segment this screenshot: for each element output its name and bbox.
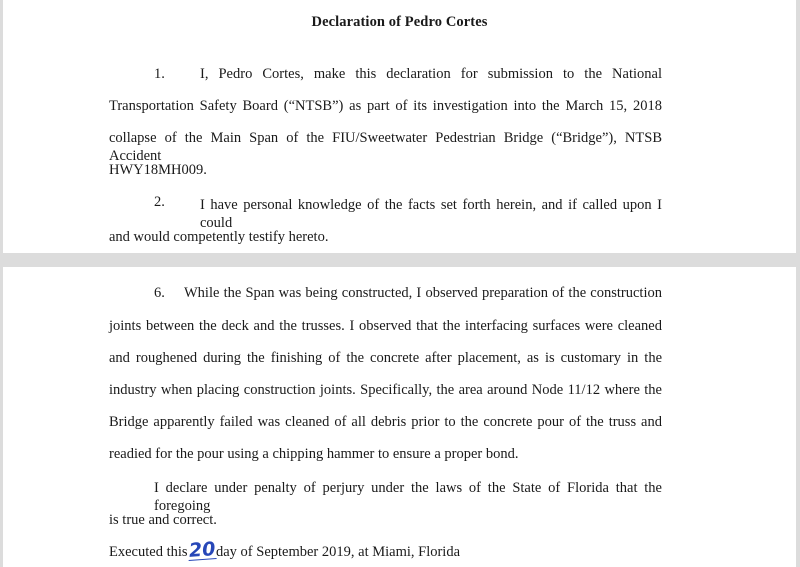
paragraph-1-line-3: collapse of the Main Span of the FIU/Sweetwater Pedestrian Bridge (“Bridge”), NTSB Accident [109, 130, 662, 164]
declaration-line-2: is true and correct. [109, 512, 217, 528]
document-title: Declaration of Pedro Cortes [311, 14, 488, 30]
paragraph-1-line-4: HWY18MH009. [109, 162, 207, 178]
paragraph-6-line-3: and roughened during the finishing of the concrete after placement, as is customary in the [109, 350, 662, 366]
paragraph-1-line-1: I, Pedro Cortes, make this declaration for submission to the National [200, 66, 662, 82]
paragraph-2-number: 2. [154, 194, 165, 210]
paragraph-6-line-1: While the Span was being constructed, I observed preparation of the construction [184, 285, 662, 301]
paragraph-6-number: 6. [154, 285, 165, 301]
paragraph-6-line-4: industry when placing construction joints. Specifically, the area around Node 11/12 where the [109, 382, 662, 398]
handwritten-day: 20 [187, 538, 216, 562]
execution-line [109, 538, 461, 562]
execution-suffix: day of September 2019, at Miami, Florida [215, 544, 461, 560]
paragraph-1-number: 1. [154, 66, 165, 82]
page-top [3, 0, 796, 253]
paragraph-2-line-1: I have personal knowledge of the facts set forth herein, and if called upon I could [200, 197, 662, 231]
declaration-line-1: I declare under penalty of perjury under the laws of the State of Florida that the foregoing [154, 480, 662, 514]
paragraph-6-line-5: Bridge apparently failed was cleaned of all debris prior to the concrete pour of the truss and [109, 414, 662, 430]
page-bottom [3, 267, 796, 567]
execution-prefix: Executed this [109, 544, 188, 560]
paragraph-2-line-2: and would competently testify hereto. [109, 229, 329, 245]
paragraph-6-line-2: joints between the deck and the trusses. I observed that the interfacing surfaces were cleaned [109, 318, 662, 334]
paragraph-6-line-6: readied for the pour using a chipping hammer to ensure a proper bond. [109, 446, 519, 462]
paragraph-1-line-2: Transportation Safety Board (“NTSB”) as part of its investigation into the March 15, 2018 [109, 98, 662, 114]
